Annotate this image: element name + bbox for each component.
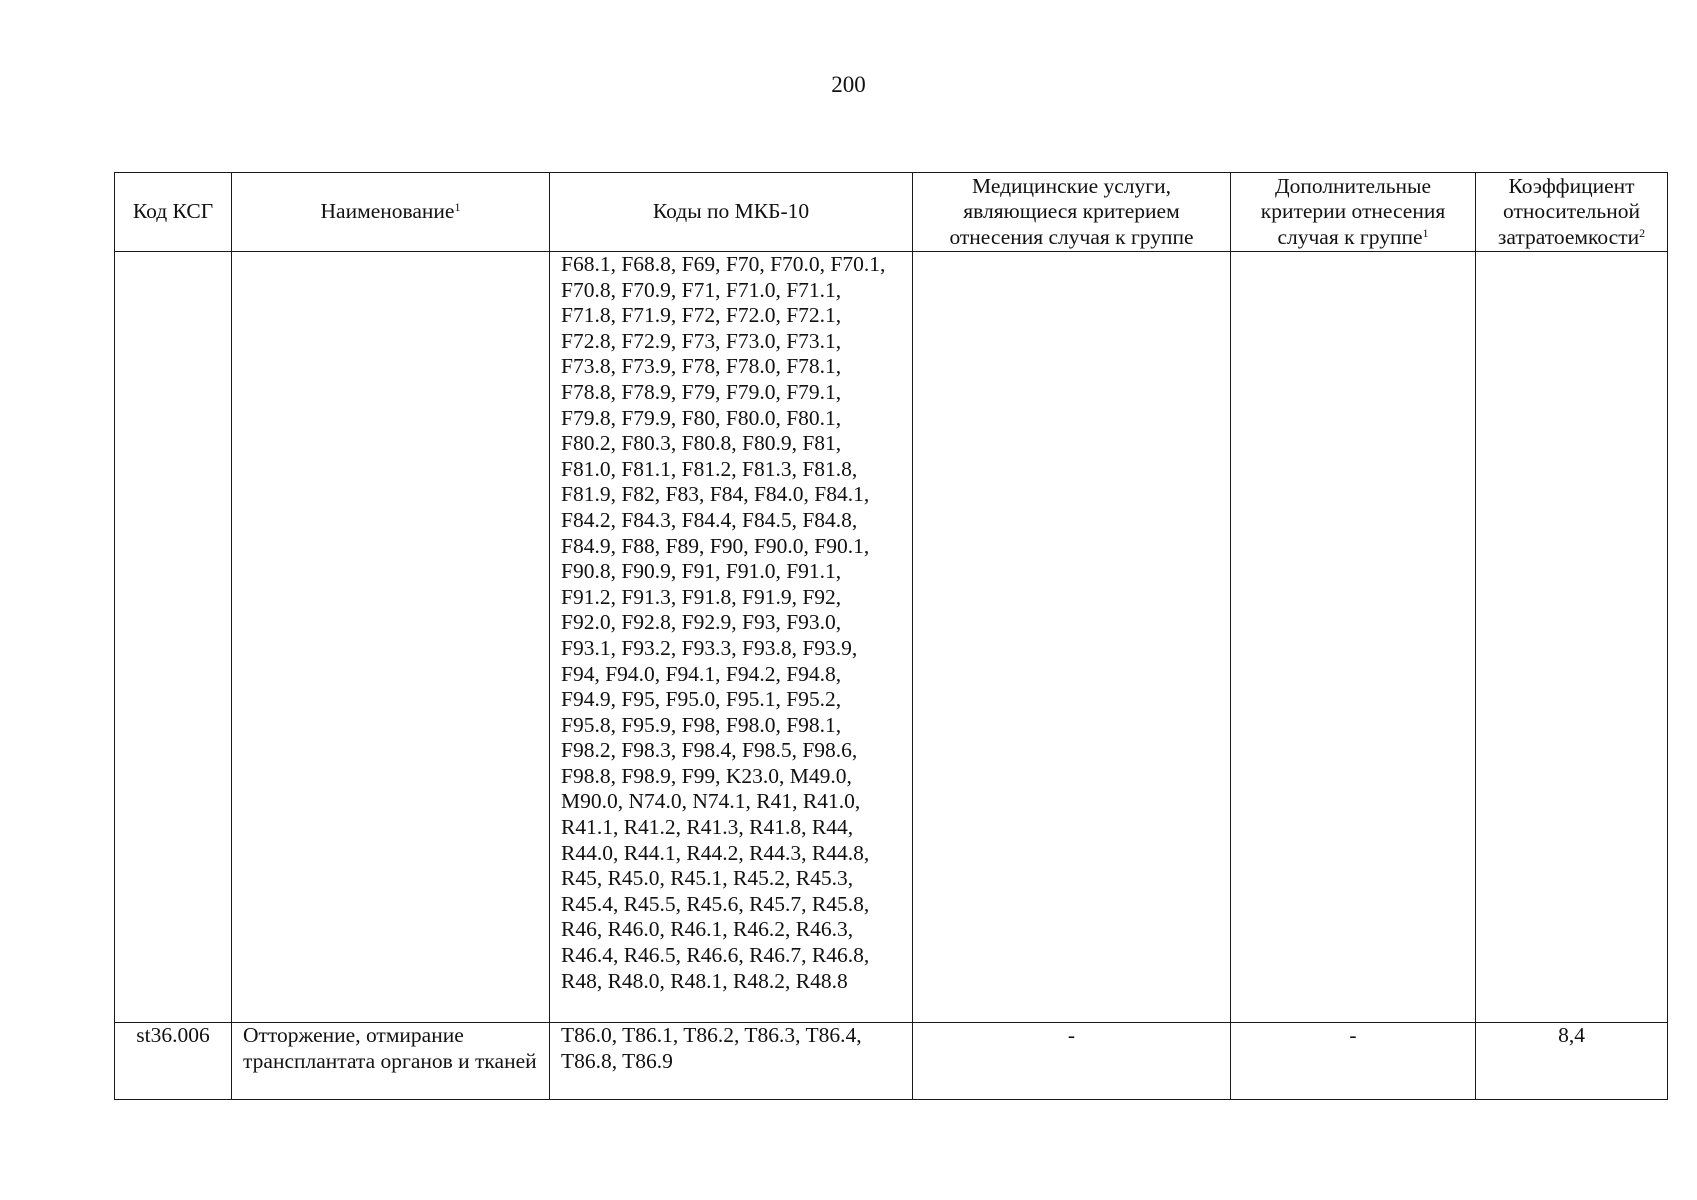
cell-medical-services: -	[913, 1023, 1231, 1100]
icd-code-line: F70.8, F70.9, F71, F71.0, F71.1,	[561, 277, 842, 302]
icd-code-line: F78.8, F78.9, F79, F79.0, F79.1,	[561, 379, 842, 404]
icd-code-line: F81.9, F82, F83, F84, F84.0, F84.1,	[561, 482, 870, 507]
icd-code-line: R41.1, R41.2, R41.3, R41.8, R44,	[561, 815, 854, 840]
icd-code-line: F84.2, F84.3, F84.4, F84.5, F84.8,	[561, 507, 858, 532]
cell-additional-criteria	[1231, 252, 1476, 1023]
header-icd-codes	[550, 173, 913, 252]
header-name	[232, 173, 550, 252]
icd-code-line: F94.9, F95, F95.0, F95.1, F95.2,	[561, 687, 842, 712]
ksg-table	[114, 172, 1668, 1100]
icd-code-line: R46, R46.0, R46.1, R46.2, R46.3,	[561, 917, 854, 942]
icd-code-line: F71.8, F71.9, F72, F72.0, F72.1,	[561, 303, 842, 328]
cell-additional-criteria: -	[1231, 1023, 1476, 1100]
icd-code-line: F84.9, F88, F89, F90, F90.0, F90.1,	[561, 533, 870, 558]
cell-icd-codes: T86.0, T86.1, T86.2, T86.3, T86.4, T86.8, T86.9	[550, 1023, 913, 1100]
header-coefficient	[1476, 173, 1668, 252]
icd-code-line: F72.8, F72.9, F73, F73.0, F73.1,	[561, 328, 842, 353]
header-additional-criteria-label: Дополнительные критерии отнесения случая к группе	[1260, 173, 1446, 249]
table-row	[115, 1023, 1668, 1100]
header-additional-criteria	[1231, 173, 1476, 252]
icd-code-line: F92.0, F92.8, F92.9, F93, F93.0,	[561, 610, 842, 635]
header-coefficient-footnote: 2	[1639, 225, 1646, 240]
icd-code-line: R48, R48.0, R48.1, R48.2, R48.8	[561, 968, 848, 993]
header-icd-codes-label: Коды по МКБ-10	[652, 199, 810, 224]
cell-icd-codes	[550, 252, 913, 1023]
header-code-ksg-label: Код КСГ	[132, 199, 214, 224]
icd-code-line: F81.0, F81.1, F81.2, F81.3, F81.8,	[561, 456, 858, 481]
icd-code-line: F95.8, F95.9, F98, F98.0, F98.1,	[561, 712, 842, 737]
icd-code-line: F90.8, F90.9, F91, F91.0, F91.1,	[561, 559, 842, 584]
cell-name: Отторжение, отмирание трансплантата органов и тканей	[232, 1023, 550, 1100]
table-header-row	[115, 173, 1668, 252]
icd-code-line: F68.1, F68.8, F69, F70, F70.0, F70.1,	[561, 252, 886, 276]
page-number: 200	[831, 72, 866, 97]
cell-code-ksg	[115, 252, 232, 1023]
cell-code-ksg: st36.006	[115, 1023, 232, 1100]
header-code-ksg	[115, 173, 232, 252]
icd-code-line: R46.4, R46.5, R46.6, R46.7, R46.8,	[561, 943, 870, 968]
icd-code-line: F80.2, F80.3, F80.8, F80.9, F81,	[561, 431, 842, 456]
header-coefficient-label: Коэффициент относительной затратоемкости	[1497, 173, 1640, 249]
icd-code-line: F93.1, F93.2, F93.3, F93.8, F93.9,	[561, 635, 858, 660]
header-additional-criteria-footnote: 1	[1422, 225, 1429, 240]
icd-code-line: M90.0, N74.0, N74.1, R41, R41.0,	[561, 789, 861, 814]
icd-code-line: F98.2, F98.3, F98.4, F98.5, F98.6,	[561, 738, 858, 763]
cell-medical-services	[913, 252, 1231, 1023]
icd-code-line: F79.8, F79.9, F80, F80.0, F80.1,	[561, 405, 842, 430]
icd-code-line: R45.4, R45.5, R45.6, R45.7, R45.8,	[561, 891, 870, 916]
header-name-label: Наименование	[320, 199, 455, 224]
header-medical-services	[913, 173, 1231, 252]
header-medical-services-label: Медицинские услуги, являющиеся критерием отнесения случая к группе	[949, 173, 1194, 249]
icd-code-line: F91.2, F91.3, F91.8, F91.9, F92,	[561, 584, 842, 609]
cell-coefficient: 8,4	[1476, 1023, 1668, 1100]
icd-code-line: R44.0, R44.1, R44.2, R44.3, R44.8,	[561, 840, 870, 865]
header-name-footnote: 1	[454, 200, 461, 215]
icd-code-line: F94, F94.0, F94.1, F94.2, F94.8,	[561, 661, 842, 686]
icd-code-line: F98.8, F98.9, F99, K23.0, M49.0,	[561, 763, 852, 788]
icd-code-lines	[561, 252, 902, 994]
table-row-continuation	[115, 252, 1668, 1023]
icd-code-line: F73.8, F73.9, F78, F78.0, F78.1,	[561, 354, 842, 379]
cell-name	[232, 252, 550, 1023]
icd-code-line: R45, R45.0, R45.1, R45.2, R45.3,	[561, 866, 854, 891]
cell-coefficient	[1476, 252, 1668, 1023]
